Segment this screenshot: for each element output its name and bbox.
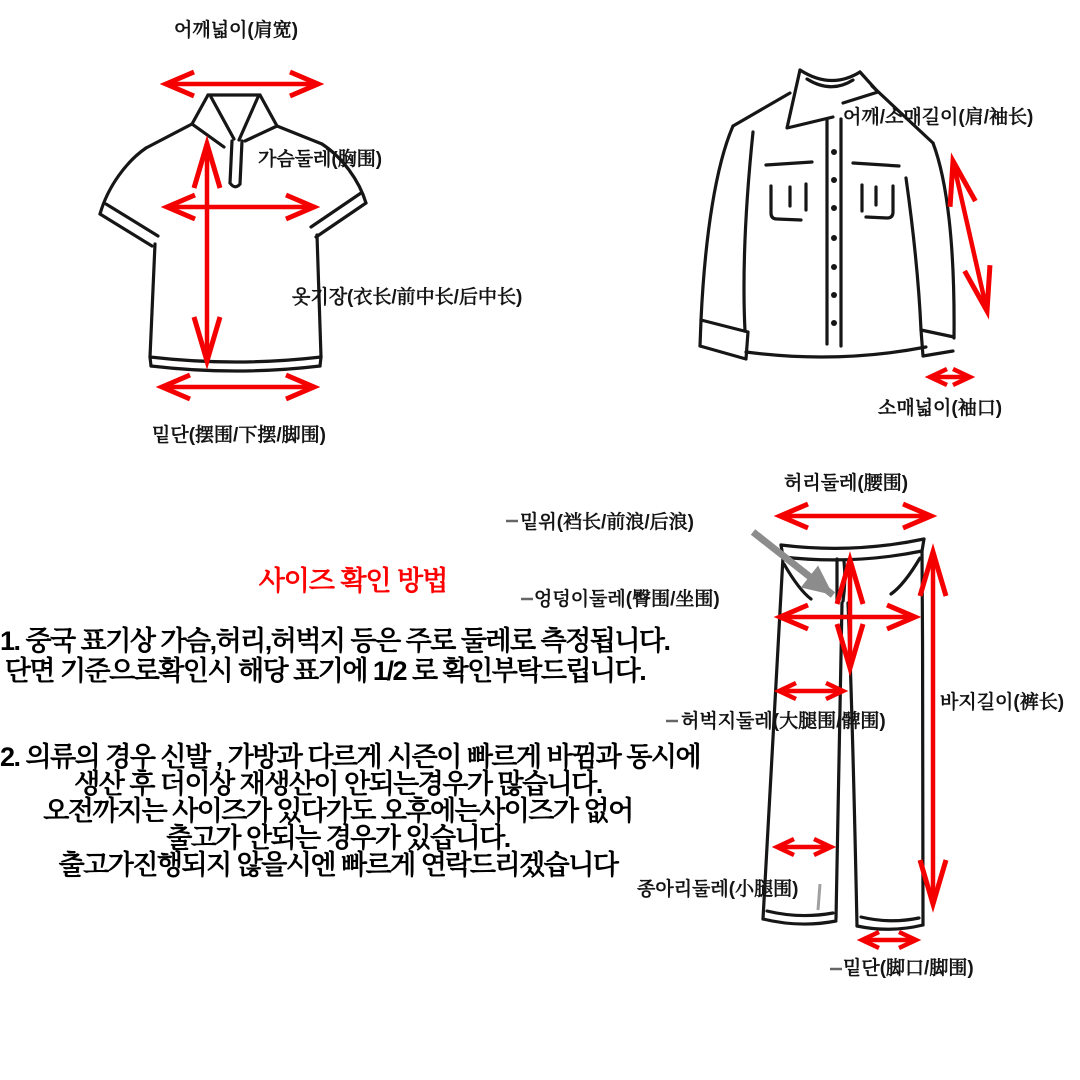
shirt-sleeve-length-arrow [953,161,987,311]
polo-length-label: 옷기장(衣长/前中长/后中长) [292,287,523,308]
shirt-shoulder-sleeve-label: 어깨/소매길이(肩/袖长) [843,107,1034,128]
polo-chest-label: 가슴둘레(胸围) [258,149,383,170]
pants-thigh-label: 허벅지둘레(大腿围/髀围) [681,711,886,732]
note-line: 생산 후 더이상 재생산이 안되는경우가 많습니다. [74,769,602,799]
note-line: 출고가진행되지 않을시엔 빠르게 연락드리겠습니다 [58,850,618,880]
pants-length-label: 바지길이(裤长) [940,692,1065,713]
polo-shoulder-width-label: 어깨넓이(肩宽) [174,20,299,41]
note-line: 단면 기준으로확인시 해당 표기에 1/2 로 확인부탁드립니다. [4,656,646,686]
note-line: 출고가 안되는 경우가 있습니다. [166,823,510,853]
size-guide-note-1 [0,626,670,686]
pants-hip-label: 엉덩이둘레(臀围/坐围) [534,589,720,610]
size-guide-note-2 [0,742,701,880]
note-line: 2. 의류의 경우 신발 , 가방과 다르게 시즌이 빠르게 바뀜과 동시에 [0,742,701,772]
polo-shirt-drawing [100,95,366,371]
size-guide-title: 사이즈 확인 방법 [258,566,448,596]
pants-waist-label: 허리둘레(腰围) [784,473,909,494]
rise-pointer-arrow [753,532,833,595]
shirt-cuff-label: 소매넓이(袖口) [878,398,1003,419]
pants-rise-label: 밑위(裆长/前浪/后浪) [520,512,694,533]
pants-calf-label: 종아리둘레(小腿围) [637,879,799,900]
pants-drawing [763,539,924,929]
note-line: 오전까지는 사이즈가 있다가도 오후에는사이즈가 없어 [43,796,633,826]
shirt-buttons [831,149,837,326]
note-line: 1. 중국 표기상 가슴,허리,허벅지 등은 주로 둘레로 측정됩니다. [0,626,670,656]
pants-hem-label: 밑단(脚口/脚围) [843,958,974,979]
polo-hem-label: 밑단(摆围/下摆/脚围) [152,425,326,446]
